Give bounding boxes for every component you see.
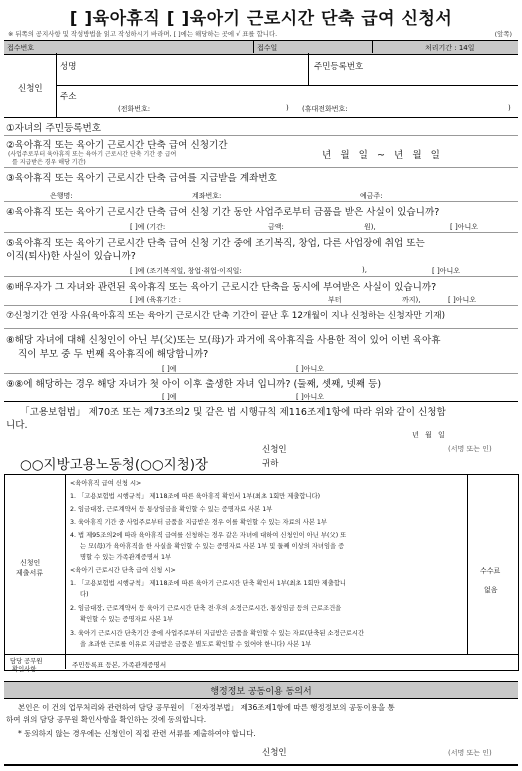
divider [4,201,518,202]
child-order-question: ⑨⑧에 해당하는 경우 해당 자녀가 첫 아이 이후 출생한 자녀 입니까? (둘째, 셋째, 넷째 등) [6,379,382,390]
second-leave-question: 직이 부모 중 두 번째 육아휴직에 해당합니까? [18,349,209,360]
document-item: 3. 육아기 근로시간 단축기간 중에 사업주로부터 지급받은 금품을 확인할 수 있는 자료(단축된 소정근로시간 [70,630,365,637]
document-item: 4. 법 제95조의2에 따라 육아휴직 급여를 신청하는 경우 같은 자녀에 대하여 신청인이 아닌 부(父) 또 [70,532,347,539]
option-yes[interactable]: [ ]예 (조기복직일, 창업·취업·이직일: [130,267,242,275]
divider [4,305,518,306]
document-item: 다) [80,591,89,598]
divider [4,167,518,168]
fee-value: 없음 [484,586,498,594]
divider [4,654,518,655]
divider [253,41,254,53]
child-rrn-label: ①자녀의 주민등록번호 [6,123,102,134]
receipt-number-label: 접수번호 [7,44,35,52]
application-period-label: ②육아휴직 또는 육아기 근로시간 단축 급여 신청기간 [6,140,228,151]
recipient-honorific: 귀하 [262,459,279,469]
document-item: 1. 「고용보험법 시행규칙」 제118조에 따른 육아휴직 확인서 1부(최초 1회만 제출합니다) [70,493,321,500]
bank-account-label: ③육아휴직 또는 육아기 근로시간 단축 급여를 지급받을 계좌번호 [6,173,277,184]
form-title: [ ]육아휴직 [ ]육아기 근로시간 단축 급여 신청서 [69,9,453,29]
consent-note: * 동의하지 않는 경우에는 신청인이 직접 관련 서류를 제출하여야 합니다. [18,729,256,738]
to-label: 까지), [402,296,421,304]
phone-label: (전화번호: [118,105,151,113]
option-yes[interactable]: [ ]예 (육휴기간 : [130,296,182,304]
option-no[interactable]: [ ]아니오 [448,296,476,304]
divider [56,85,518,86]
early-return-question: ⑤육아휴직 또는 육아기 근로시간 단축 급여 신청 기간 중에 조기복직, 창업, 다른 사업장에 취업 또는 [6,238,425,249]
application-period-note: 를 지급받은 경우 해당 기간) [12,159,86,166]
divider [4,276,518,277]
divider [467,474,468,654]
mobile-label: (휴대전화번호: [302,105,348,113]
second-leave-question: ⑧해당 자녀에 대해 신청인이 아닌 부(父)또는 모(母)가 과거에 육아휴직을 사용한 적이 있어 이번 육아휴 [6,335,441,346]
page-side-note: (앞쪽) [494,30,512,38]
account-holder-label: 예금주: [360,192,383,200]
official-check-items: 주민등록표 등본, 가족관계증명서 [72,661,167,669]
receipt-date-label: 접수일 [257,44,278,52]
documents-label: 제출서류 [16,569,44,577]
divider [308,53,309,85]
consent-text: 본인은 이 건의 업무처리와 관련하여 담당 공무원이 「전자정부법」 제36조제1항에 따른 행정정보의 공동이용을 통 [18,703,395,712]
mobile-close: ) [508,104,511,112]
option-no[interactable]: [ ]아니오 [296,365,324,373]
employer-payment-question: ④육아휴직 또는 육아기 근로시간 단축 급여 신청 기간 동안 사업주로부터 금품을 받은 사실이 있습니까? [6,207,440,218]
spouse-leave-question: ⑥배우자가 그 자녀와 관련된 육아휴직 또는 육아기 근로시간 단축을 동시에 부여받은 사실이 있습니까? [6,282,437,293]
declaration-applicant: 신청인 [262,445,287,455]
from-label: 부터 [328,296,342,304]
document-item: 1. 「고용보험법 시행규칙」 제118조에 따른 육아기 근로시간 단축 확인서 1부(최초 1회만 제출합니 [70,580,347,587]
fee-label: 수수료 [480,567,501,575]
close-paren: ), [362,266,367,274]
option-no[interactable]: [ ]아니오 [296,393,324,401]
consent-text: 하여 위의 담당 공무원 확인사항을 확인하는 것에 동의합니다. [6,715,207,724]
document-item: 확인할 수 있는 증명자료 사본 1부 [80,616,174,623]
early-return-question: 이직(퇴사)한 사실이 있습니까? [6,251,136,262]
declaration-text: 니다. [6,420,28,431]
document-item: 3. 육아휴직 기간 중 사업주로부터 금품을 지급받은 경우 이를 확인할 수 있는 자료의 사본 1부 [70,519,328,526]
address-label: 주소 [60,92,77,102]
divider [4,373,518,374]
option-no[interactable]: [ ]아니오 [450,223,478,231]
document-item: 2. 임금대장, 근로계약서 등 육아기 근로시간 단축 전·후의 소정근로시간, 통상임금 등의 근로조건을 [70,605,342,612]
divider [4,135,518,136]
divider [4,117,518,118]
amount-label: 금액: [268,223,284,231]
document-item: 명할 수 있는 가족관계증명서 1부 [80,554,172,561]
bank-name-label: 은행명: [50,192,73,200]
divider [4,401,518,402]
divider [372,41,373,53]
consent-title: 행정정보 공동이용 동의서 [210,687,312,697]
application-period-note: (사업주로부터 육아휴직 또는 육아기 근로시간 단축 기간 중 급여 [8,151,177,158]
official-check-label: 확인사항 [12,666,37,673]
documents-section-header: <육아기 근로시간 단축 급여 신청 시> [70,567,176,574]
document-item: 2. 임금대장, 근로계약서 등 통상임금을 확인할 수 있는 증명자료 사본 1부 [70,506,273,513]
option-yes[interactable]: [ ]예 [162,365,177,373]
document-item: 는 모(母)가 육아휴직을 한 사실을 확인할 수 있는 증명자료 사본 1부 및 둘째 이상의 자녀임을 증 [80,543,345,550]
phone-close: ) [286,104,289,112]
document-item: 을 초과한 근로를 이유로 지급받은 금품은 별도로 확인할 수 있어야 한니다) 사본 1부 [80,641,312,648]
applicant-label: 신청인 [18,84,43,94]
declaration-text: 「고용보험법」 제70조 또는 제73조의2 및 같은 법 시행규칙 제116조제1항에 따라 위와 같이 신청합 [20,407,446,418]
divider [4,764,518,766]
extension-reason-label: ⑦신청기간 연장 사유(육아휴직 또는 육아기 근로시간 단축 기간이 끝난 후 12개월이 지나 신청하는 신청자만 기재) [6,311,445,321]
official-check-label: 담당 공무원 [10,658,43,665]
sign-placeholder: (서명 또는 인) [448,445,492,453]
divider [65,474,66,669]
declaration-date: 년 월 일 [412,431,445,439]
recipient-office: ○○지방고용노동청(○○지청)장 [20,457,209,473]
application-period-dates: 년 월 일 ~ 년 월 일 [322,150,440,161]
divider [4,328,518,329]
account-number-label: 계좌번호: [192,192,222,200]
option-yes[interactable]: [ ]예 (기간: [130,223,166,231]
sign-placeholder: (서명 또는 인) [448,749,492,757]
processing-period: 처리기간 : 14일 [425,44,475,52]
option-no[interactable]: [ ]아니오 [432,267,460,275]
instruction-note: ※ 뒤쪽의 공지사항 및 작성방법을 읽고 작성하시기 바라며, [ ]에는 해당하는 곳에 √ 표를 합니다. [8,30,278,38]
documents-label: 신청인 [20,559,41,567]
divider [4,232,518,233]
rrn-label: 주민등록번호 [314,62,364,72]
won-label: 원), [364,223,376,231]
name-label: 성명 [60,62,77,72]
option-yes[interactable]: [ ]예 [162,393,177,401]
consent-applicant: 신청인 [262,748,287,758]
documents-section-header: <육아휴직 급여 신청 시> [70,480,142,487]
